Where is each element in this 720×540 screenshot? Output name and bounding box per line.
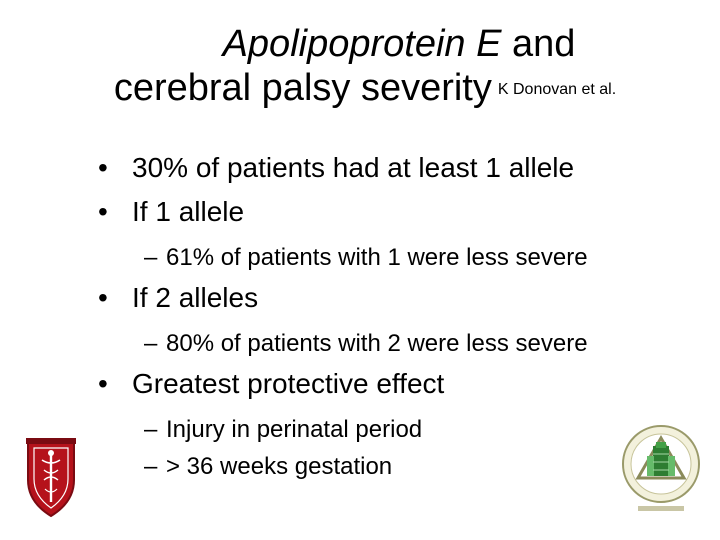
sub-bullet-text: Injury in perinatal period: [166, 416, 423, 443]
title-line-1: [40, 22, 720, 66]
bullet-text: Greatest protective effect: [132, 368, 445, 399]
seal-logo-icon: [620, 420, 702, 520]
sub-bullet-marker: –: [144, 244, 158, 271]
slide-title: [40, 22, 720, 112]
bullet-text: 30% of patients had at least 1 allele: [132, 152, 575, 183]
bullet-text: If 2 alleles: [132, 282, 259, 313]
bullet-marker: •: [98, 368, 108, 399]
sub-bullet-text: > 36 weeks gestation: [166, 453, 393, 480]
shield-logo-icon: [22, 436, 80, 520]
title-line-2-text: cerebral palsy severity: [113, 67, 492, 109]
sub-bullet-marker: –: [144, 416, 158, 443]
title-and: and: [501, 23, 576, 65]
citation: K Donovan et al.: [497, 81, 617, 98]
sub-bullet-text: 61% of patients with 1 were less severe: [166, 244, 588, 271]
title-line-2: [40, 66, 720, 112]
sub-bullet-marker: –: [144, 453, 158, 480]
bullet-marker: •: [98, 196, 108, 227]
sub-bullet-text: 80% of patients with 2 were less severe: [166, 330, 588, 357]
bullet-marker: •: [98, 152, 108, 183]
bullet-text: If 1 allele: [132, 196, 245, 227]
title-italic: Apolipoprotein E: [222, 23, 502, 65]
bullet-marker: •: [98, 282, 108, 313]
sub-bullet-marker: –: [144, 330, 158, 357]
